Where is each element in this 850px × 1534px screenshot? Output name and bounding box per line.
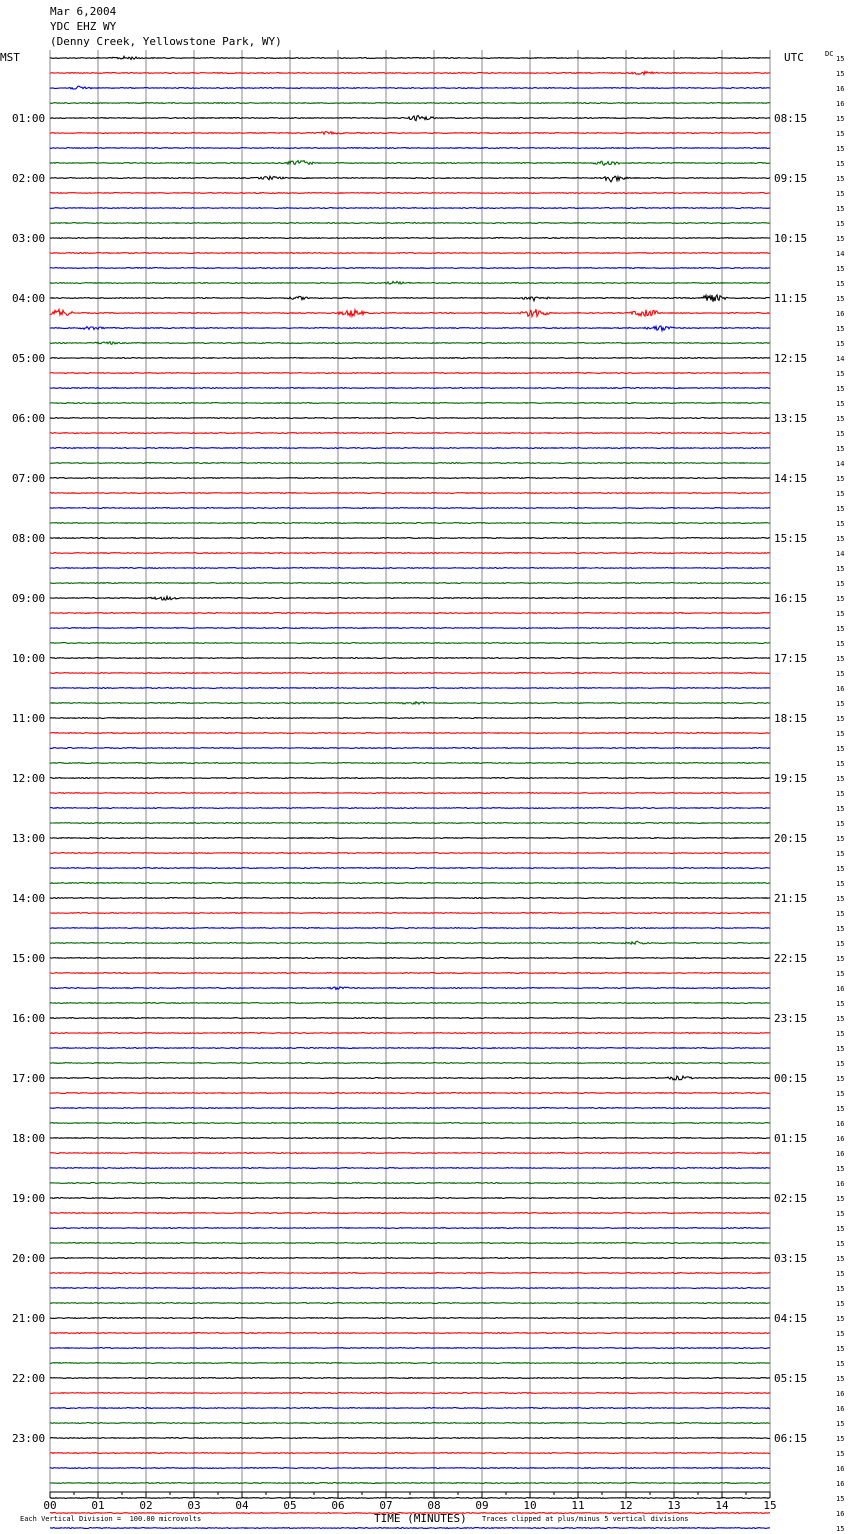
- utc-label: UTC: [784, 51, 804, 64]
- dc-offset-label: 15: [836, 160, 845, 168]
- mst-hour-label: 10:00: [12, 652, 46, 665]
- dc-offset-label: 14: [836, 355, 845, 363]
- x-tick-label: 02: [139, 1499, 153, 1512]
- trace-row: [50, 778, 770, 779]
- dc-offset-label: 16: [836, 100, 845, 108]
- trace-row: [50, 148, 770, 149]
- x-tick-label: 11: [571, 1499, 585, 1512]
- dc-offset-label: 16: [836, 1465, 845, 1473]
- dc-offset-label: 15: [836, 700, 845, 708]
- dc-offset-label: 15: [836, 580, 845, 588]
- dc-offset-label: 15: [836, 325, 845, 333]
- x-axis-label: TIME (MINUTES): [374, 1512, 467, 1525]
- dc-offset-label: 15: [836, 1165, 845, 1173]
- trace-row: [50, 1363, 770, 1364]
- mst-hour-label: 19:00: [12, 1192, 46, 1205]
- mst-hour-label: 22:00: [12, 1372, 46, 1385]
- dc-offset-label: 15: [836, 1210, 845, 1218]
- dc-offset-label: 15: [836, 1090, 845, 1098]
- trace-row: [50, 973, 770, 974]
- dc-offset-label: 15: [836, 1195, 845, 1203]
- x-tick-label: 03: [187, 1499, 201, 1512]
- scale-note: Each Vertical Division = 100.00 microvolts: [20, 1515, 202, 1523]
- trace-row: [50, 1453, 770, 1454]
- trace-row: [50, 253, 770, 254]
- mst-hour-label: 23:00: [12, 1432, 46, 1445]
- trace-row: [50, 309, 770, 316]
- mst-hour-label: 17:00: [12, 1072, 46, 1085]
- x-tick-label: 08: [427, 1499, 441, 1512]
- trace-row: [50, 1498, 770, 1499]
- dc-offset-label: 15: [836, 340, 845, 348]
- dc-offset-label: 16: [836, 1150, 845, 1158]
- dc-offset-label: 15: [836, 235, 845, 243]
- dc-offset-label: 15: [836, 730, 845, 738]
- mst-hour-label: 09:00: [12, 592, 46, 605]
- mst-hour-label: 04:00: [12, 292, 46, 305]
- dc-offset-label: 15: [836, 850, 845, 858]
- trace-row: [50, 268, 770, 269]
- dc-offset-label: 15: [836, 145, 845, 153]
- x-tick-label: 10: [523, 1499, 537, 1512]
- dc-offset-label: 15: [836, 1315, 845, 1323]
- trace-row: [50, 883, 770, 884]
- dc-offset-label: 15: [836, 910, 845, 918]
- utc-hour-label: 16:15: [774, 592, 808, 605]
- dc-offset-label: 15: [836, 205, 845, 213]
- trace-row: [50, 808, 770, 809]
- mst-hour-label: 21:00: [12, 1312, 46, 1325]
- dc-offset-label: 15: [836, 1345, 845, 1353]
- x-tick-label: 07: [379, 1499, 393, 1512]
- dc-offset-label: 16: [836, 1180, 845, 1188]
- dc-offset-label: 15: [836, 1525, 845, 1533]
- dc-offset-label: 15: [836, 1375, 845, 1383]
- trace-row: [50, 115, 770, 120]
- trace-row: [50, 748, 770, 749]
- dc-offset-label: 15: [836, 1045, 845, 1053]
- dc-offset-label: 16: [836, 1135, 845, 1143]
- dc-offset-label: 15: [836, 1015, 845, 1023]
- dc-offset-label: 15: [836, 835, 845, 843]
- dc-offset-label: 15: [836, 490, 845, 498]
- utc-hour-label: 01:15: [774, 1132, 808, 1145]
- trace-row: [50, 823, 770, 824]
- trace-row: [50, 493, 770, 494]
- mst-hour-label: 18:00: [12, 1132, 46, 1145]
- mst-hour-label: 07:00: [12, 472, 46, 485]
- x-tick-label: 05: [283, 1499, 297, 1512]
- dc-offset-label: 15: [836, 865, 845, 873]
- trace-row: [50, 223, 770, 224]
- dc-offset-label: 15: [836, 655, 845, 663]
- dc-offset-label: 15: [836, 955, 845, 963]
- trace-row: [50, 1393, 770, 1394]
- dc-offset-label: 15: [836, 1255, 845, 1263]
- x-tick-label: 00: [43, 1499, 57, 1512]
- utc-hour-label: 06:15: [774, 1432, 808, 1445]
- dc-offset-label: 15: [836, 760, 845, 768]
- dc-offset-label: 15: [836, 775, 845, 783]
- utc-hour-label: 08:15: [774, 112, 808, 125]
- utc-hour-label: 18:15: [774, 712, 808, 725]
- trace-row: [50, 132, 770, 135]
- dc-offset-label: 15: [836, 265, 845, 273]
- x-tick-label: 09: [475, 1499, 489, 1512]
- trace-row: [50, 1063, 770, 1064]
- trace-row: [50, 463, 770, 464]
- dc-offset-label: 15: [836, 1075, 845, 1083]
- x-tick-label: 04: [235, 1499, 249, 1512]
- trace-row: [50, 733, 770, 734]
- dc-offset-label: 15: [836, 280, 845, 288]
- dc-offset-label: 16: [836, 1405, 845, 1413]
- utc-hour-label: 20:15: [774, 832, 808, 845]
- trace-row: [50, 1528, 770, 1529]
- dc-offset-label: 14: [836, 250, 845, 258]
- dc-offset-label: 16: [836, 1120, 845, 1128]
- dc-offset-label: 15: [836, 190, 845, 198]
- utc-hour-label: 04:15: [774, 1312, 808, 1325]
- utc-hour-label: 23:15: [774, 1012, 808, 1025]
- trace-row: [50, 958, 770, 959]
- dc-offset-label: 15: [836, 1360, 845, 1368]
- dc-offset-label: 15: [836, 880, 845, 888]
- dc-offset-label: 15: [836, 895, 845, 903]
- trace-row: [50, 161, 770, 166]
- trace-row: [50, 1438, 770, 1439]
- x-tick-label: 06: [331, 1499, 345, 1512]
- dc-offset-label: 15: [836, 610, 845, 618]
- utc-hour-label: 05:15: [774, 1372, 808, 1385]
- trace-row: [50, 1076, 770, 1080]
- dc-offset-label: 15: [836, 130, 845, 138]
- dc-offset-label: 15: [836, 820, 845, 828]
- trace-row: [50, 763, 770, 764]
- trace-row: [50, 238, 770, 239]
- trace-row: [50, 1183, 770, 1184]
- trace-row: [50, 643, 770, 644]
- dc-offset-label: 16: [836, 310, 845, 318]
- dc-offset-label: 15: [836, 1495, 845, 1503]
- trace-row: [50, 72, 770, 75]
- trace-row: [50, 658, 770, 659]
- trace-row: [50, 1348, 770, 1349]
- utc-hour-label: 00:15: [774, 1072, 808, 1085]
- trace-row: [50, 1468, 770, 1469]
- dc-offset-label: 15: [836, 1225, 845, 1233]
- trace-row: [50, 1048, 770, 1049]
- trace-row: [50, 898, 770, 899]
- dc-offset-label: 15: [836, 790, 845, 798]
- trace-row: [50, 281, 770, 284]
- trace-row: [50, 523, 770, 524]
- trace-row: [50, 1168, 770, 1169]
- x-tick-label: 15: [763, 1499, 777, 1512]
- trace-row: [50, 86, 770, 89]
- mst-label: MST: [0, 51, 20, 64]
- mst-hour-label: 16:00: [12, 1012, 46, 1025]
- dc-offset-label: 15: [836, 370, 845, 378]
- dc-offset-label: 16: [836, 1510, 845, 1518]
- dc-offset-label: 15: [836, 715, 845, 723]
- trace-row: [50, 538, 770, 539]
- header-location: (Denny Creek, Yellowstone Park, WY): [50, 35, 282, 48]
- trace-row: [50, 1213, 770, 1214]
- trace-row: [50, 941, 770, 944]
- trace-row: [50, 478, 770, 479]
- dc-offset-label: 14: [836, 460, 845, 468]
- trace-row: [50, 568, 770, 569]
- trace-row: [50, 403, 770, 404]
- x-tick-label: 14: [715, 1499, 729, 1512]
- dc-offset-label: 15: [836, 175, 845, 183]
- dc-offset-label: 15: [836, 415, 845, 423]
- time-axis: [43, 1492, 776, 1512]
- trace-row: [50, 718, 770, 719]
- trace-row: [50, 793, 770, 794]
- trace-row: [50, 553, 770, 554]
- dc-offset-label: 15: [836, 805, 845, 813]
- utc-hour-label: 17:15: [774, 652, 808, 665]
- trace-row: [50, 1303, 770, 1304]
- trace-row: [50, 1408, 770, 1409]
- utc-hour-label: 19:15: [774, 772, 808, 785]
- utc-hour-label: 11:15: [774, 292, 808, 305]
- utc-hour-label: 21:15: [774, 892, 808, 905]
- dc-offset-label: 15: [836, 295, 845, 303]
- utc-hour-label: 10:15: [774, 232, 808, 245]
- trace-row: [50, 56, 770, 59]
- header-station: YDC EHZ WY: [50, 20, 117, 33]
- dc-offset-label: 15: [836, 595, 845, 603]
- trace-row: [50, 1423, 770, 1424]
- time-gridlines: [50, 50, 770, 1492]
- trace-row: [50, 868, 770, 869]
- mst-hour-label: 06:00: [12, 412, 46, 425]
- dc-offset-label: 15: [836, 1300, 845, 1308]
- trace-row: [50, 1258, 770, 1259]
- utc-hour-label: 02:15: [774, 1192, 808, 1205]
- trace-row: [50, 1123, 770, 1124]
- trace-row: [50, 987, 770, 990]
- trace-row: [50, 628, 770, 629]
- trace-row: [50, 928, 770, 929]
- trace-row: [50, 388, 770, 389]
- trace-row: [50, 1198, 770, 1199]
- trace-row: [50, 193, 770, 194]
- trace-row: [50, 508, 770, 509]
- seismic-traces: [50, 56, 770, 1534]
- utc-hour-label: 14:15: [774, 472, 808, 485]
- mst-hour-label: 01:00: [12, 112, 46, 125]
- dc-offset-label: 15: [836, 1330, 845, 1338]
- trace-row: [50, 342, 770, 345]
- dc-offset-label: 15: [836, 745, 845, 753]
- trace-row: [50, 702, 770, 704]
- trace-row: [50, 913, 770, 914]
- mst-hour-label: 02:00: [12, 172, 46, 185]
- dc-offset-label: 15: [836, 1030, 845, 1038]
- trace-row: [50, 326, 770, 331]
- trace-row: [50, 1138, 770, 1139]
- trace-row: [50, 1318, 770, 1319]
- dc-offset-label: 15: [836, 115, 845, 123]
- dc-offset-label: 15: [836, 970, 845, 978]
- trace-row: [50, 1153, 770, 1154]
- trace-row: [50, 1003, 770, 1004]
- dc-offset-label: 15: [836, 445, 845, 453]
- trace-row: [50, 613, 770, 614]
- utc-hour-label: 13:15: [774, 412, 808, 425]
- mst-hour-label: 11:00: [12, 712, 46, 725]
- dc-offset-label: 15: [836, 70, 845, 78]
- header-date: Mar 6,2004: [50, 5, 117, 18]
- dc-offset-label: 15: [836, 520, 845, 528]
- trace-row: [50, 1243, 770, 1244]
- trace-row: [50, 176, 770, 182]
- dc-offset-label: 15: [836, 670, 845, 678]
- trace-row: [50, 1333, 770, 1334]
- mst-hour-label: 13:00: [12, 832, 46, 845]
- utc-hour-label: 09:15: [774, 172, 808, 185]
- trace-row: [50, 1273, 770, 1274]
- trace-row: [50, 358, 770, 359]
- mst-hour-label: 15:00: [12, 952, 46, 965]
- dc-offset-label: 15: [836, 430, 845, 438]
- trace-row: [50, 208, 770, 209]
- trace-row: [50, 448, 770, 449]
- trace-row: [50, 1378, 770, 1379]
- dc-label: DC: [825, 50, 834, 58]
- x-tick-label: 13: [667, 1499, 681, 1512]
- dc-offset-label: 15: [836, 535, 845, 543]
- trace-row: [50, 673, 770, 674]
- trace-row: [50, 1033, 770, 1034]
- trace-row: [50, 1228, 770, 1229]
- trace-row: [50, 295, 770, 302]
- trace-row: [50, 1093, 770, 1094]
- dc-offset-label: 15: [836, 475, 845, 483]
- dc-offset-label: 16: [836, 1480, 845, 1488]
- trace-row: [50, 373, 770, 374]
- axis-labels: [0, 50, 844, 1534]
- trace-row: [50, 838, 770, 839]
- dc-offset-label: 15: [836, 220, 845, 228]
- dc-offset-label: 15: [836, 1000, 845, 1008]
- dc-offset-label: 15: [836, 1435, 845, 1443]
- trace-row: [50, 1108, 770, 1109]
- trace-row: [50, 596, 770, 600]
- trace-row: [50, 688, 770, 689]
- utc-hour-label: 22:15: [774, 952, 808, 965]
- trace-row: [50, 103, 770, 104]
- dc-offset-label: 15: [836, 385, 845, 393]
- utc-hour-label: 12:15: [774, 352, 808, 365]
- trace-row: [50, 583, 770, 584]
- dc-offset-label: 15: [836, 640, 845, 648]
- trace-row: [50, 1483, 770, 1484]
- mst-hour-label: 12:00: [12, 772, 46, 785]
- trace-row: [50, 1018, 770, 1019]
- mst-hour-label: 03:00: [12, 232, 46, 245]
- x-tick-label: 12: [619, 1499, 633, 1512]
- dc-offset-label: 15: [836, 925, 845, 933]
- dc-offset-label: 15: [836, 1450, 845, 1458]
- dc-offset-label: 15: [836, 1420, 845, 1428]
- x-tick-label: 01: [91, 1499, 105, 1512]
- dc-offset-label: 15: [836, 1270, 845, 1278]
- dc-offset-label: 15: [836, 625, 845, 633]
- dc-offset-label: 16: [836, 685, 845, 693]
- dc-offset-label: 14: [836, 550, 845, 558]
- dc-offset-label: 15: [836, 505, 845, 513]
- mst-hour-label: 08:00: [12, 532, 46, 545]
- mst-hour-label: 20:00: [12, 1252, 46, 1265]
- dc-offset-label: 15: [836, 1240, 845, 1248]
- utc-hour-label: 15:15: [774, 532, 808, 545]
- dc-offset-label: 16: [836, 1390, 845, 1398]
- trace-row: [50, 1288, 770, 1289]
- utc-hour-label: 03:15: [774, 1252, 808, 1265]
- dc-offset-label: 15: [836, 565, 845, 573]
- clip-note: Traces clipped at plus/minus 5 vertical divisions: [482, 1515, 689, 1523]
- dc-offset-label: 16: [836, 985, 845, 993]
- trace-row: [50, 418, 770, 419]
- mst-hour-label: 05:00: [12, 352, 46, 365]
- dc-offset-label: 15: [836, 400, 845, 408]
- dc-offset-label: 15: [836, 1105, 845, 1113]
- dc-offset-label: 15: [836, 1285, 845, 1293]
- dc-offset-label: 15: [836, 55, 845, 63]
- dc-offset-label: 15: [836, 940, 845, 948]
- trace-row: [50, 853, 770, 854]
- dc-offset-label: 15: [836, 1060, 845, 1068]
- mst-hour-label: 14:00: [12, 892, 46, 905]
- dc-offset-label: 16: [836, 85, 845, 93]
- trace-row: [50, 433, 770, 434]
